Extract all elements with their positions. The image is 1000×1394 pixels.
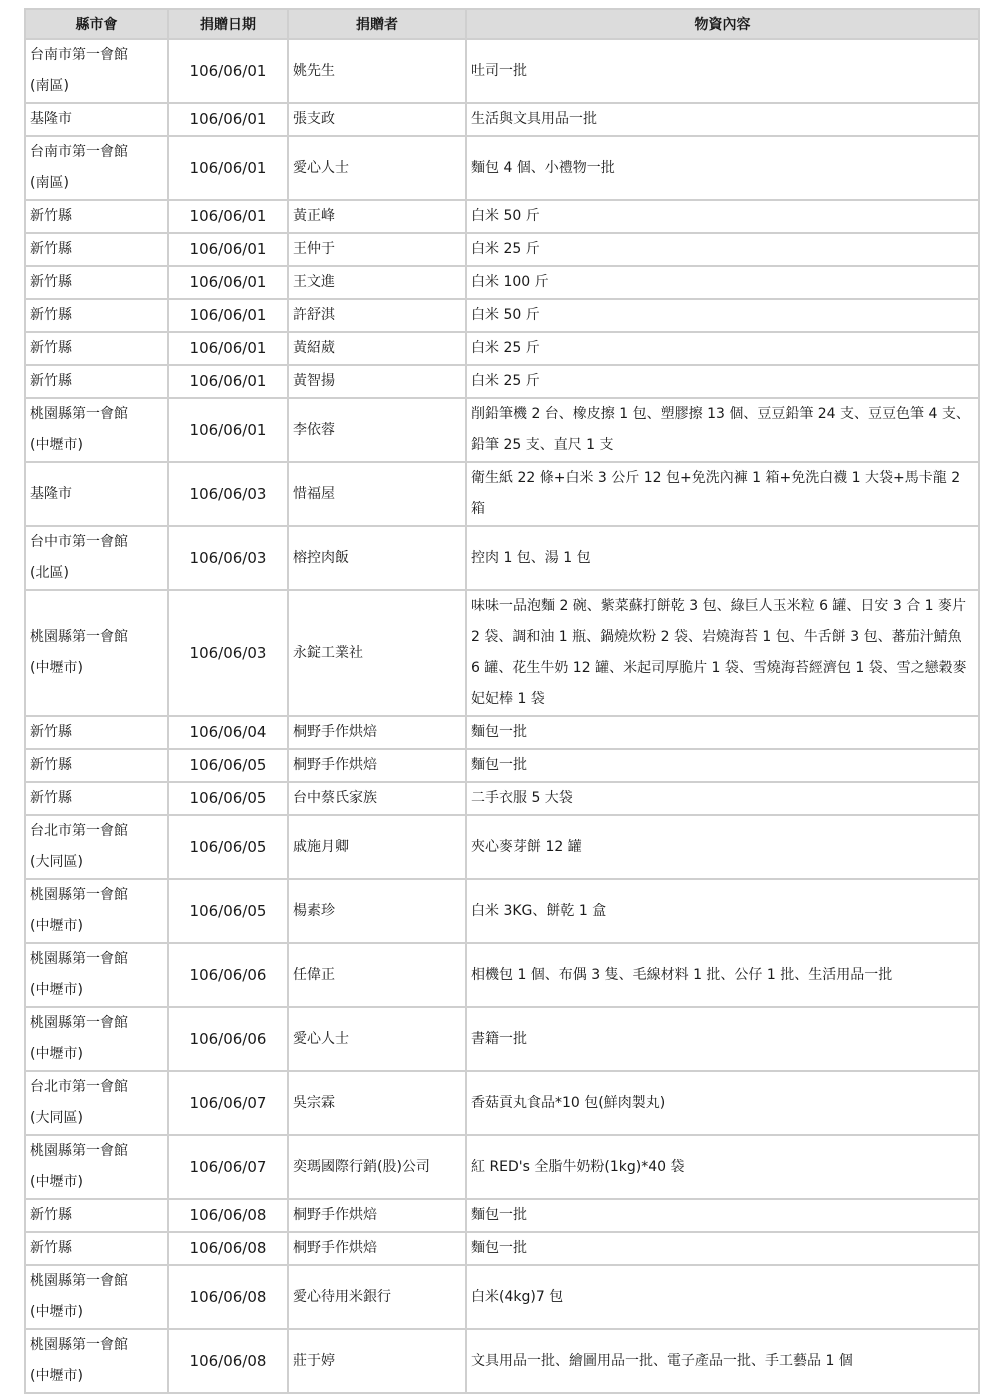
county-line: 桃園縣第一會館 (30, 1143, 128, 1159)
cell-items: 麵包一批 (466, 716, 979, 749)
cell-items: 麵包一批 (466, 749, 979, 782)
table-row (25, 526, 979, 590)
county-line: 桃園縣第一會館 (30, 1273, 128, 1289)
table-row (25, 590, 979, 716)
cell-date: 106/06/01 (168, 398, 288, 462)
cell-date: 106/06/01 (168, 103, 288, 136)
county-line: 新竹縣 (30, 373, 72, 389)
county-line: (中壢市) (30, 1174, 83, 1190)
county-line: 台北市第一會館 (30, 823, 128, 839)
table-row (25, 103, 979, 136)
table-row (25, 1071, 979, 1135)
cell-items: 白米 25 斤 (466, 332, 979, 365)
cell-donor: 黃正峰 (288, 200, 466, 233)
county-line: (大同區) (30, 1110, 83, 1126)
cell-donor: 姚先生 (288, 39, 466, 103)
county-line: 桃園縣第一會館 (30, 406, 128, 422)
cell-county (25, 233, 168, 266)
cell-items: 衛生紙 22 條+白米 3 公斤 12 包+免洗內褲 1 箱+免洗白襪 1 大袋+馬卡龍 2 箱 (466, 462, 979, 526)
cell-date: 106/06/01 (168, 200, 288, 233)
cell-date: 106/06/04 (168, 716, 288, 749)
county-line: 新竹縣 (30, 757, 72, 773)
county-line: (中壢市) (30, 982, 83, 998)
cell-items: 生活與文具用品一批 (466, 103, 979, 136)
county-line: 桃園縣第一會館 (30, 1015, 128, 1031)
cell-donor: 王仲于 (288, 233, 466, 266)
cell-county (25, 1329, 168, 1393)
cell-donor: 永錠工業社 (288, 590, 466, 716)
county-line: 台中市第一會館 (30, 534, 128, 550)
cell-donor: 愛心人士 (288, 1007, 466, 1071)
cell-items: 香菇貢丸食品*10 包(鮮肉製丸) (466, 1071, 979, 1135)
cell-county (25, 716, 168, 749)
cell-date: 106/06/01 (168, 365, 288, 398)
cell-donor: 任偉正 (288, 943, 466, 1007)
cell-date: 106/06/01 (168, 39, 288, 103)
cell-items: 麵包 4 個、小禮物一批 (466, 136, 979, 200)
table-row (25, 1007, 979, 1071)
cell-county (25, 365, 168, 398)
cell-date: 106/06/01 (168, 233, 288, 266)
table-row (25, 200, 979, 233)
cell-county (25, 299, 168, 332)
cell-county (25, 782, 168, 815)
cell-donor: 戚施月卿 (288, 815, 466, 879)
cell-items: 夾心麥芽餅 12 罐 (466, 815, 979, 879)
table-row (25, 1135, 979, 1199)
county-line: (北區) (30, 565, 69, 581)
table-row (25, 943, 979, 1007)
county-line: 新竹縣 (30, 790, 72, 806)
table-row (25, 879, 979, 943)
table-row (25, 299, 979, 332)
cell-county (25, 1199, 168, 1232)
table-row (25, 1199, 979, 1232)
header-date: 捐贈日期 (168, 9, 288, 39)
cell-county (25, 39, 168, 103)
county-line: 桃園縣第一會館 (30, 951, 128, 967)
table-row (25, 716, 979, 749)
table-body (25, 39, 979, 1393)
cell-donor: 王文進 (288, 266, 466, 299)
table-row (25, 266, 979, 299)
cell-county (25, 266, 168, 299)
county-line: 新竹縣 (30, 241, 72, 257)
cell-date: 106/06/01 (168, 332, 288, 365)
county-line: 新竹縣 (30, 1207, 72, 1223)
county-line: 桃園縣第一會館 (30, 1337, 128, 1353)
cell-donor: 李依蓉 (288, 398, 466, 462)
cell-date: 106/06/08 (168, 1232, 288, 1265)
header-items: 物資內容 (466, 9, 979, 39)
county-line: 台南市第一會館 (30, 144, 128, 160)
cell-county (25, 815, 168, 879)
table-row (25, 815, 979, 879)
cell-donor: 莊于婷 (288, 1329, 466, 1393)
cell-items: 白米 100 斤 (466, 266, 979, 299)
county-line: 台北市第一會館 (30, 1079, 128, 1095)
cell-items: 白米 25 斤 (466, 233, 979, 266)
cell-donor: 桐野手作烘焙 (288, 1232, 466, 1265)
cell-county (25, 332, 168, 365)
cell-county (25, 943, 168, 1007)
county-line: 新竹縣 (30, 1240, 72, 1256)
table-row (25, 233, 979, 266)
cell-county (25, 1265, 168, 1329)
cell-donor: 黃智揚 (288, 365, 466, 398)
cell-donor: 黃紹葳 (288, 332, 466, 365)
table-row (25, 39, 979, 103)
cell-donor: 台中蔡氏家族 (288, 782, 466, 815)
table-header-row (25, 9, 979, 39)
table-row (25, 332, 979, 365)
cell-items: 麵包一批 (466, 1232, 979, 1265)
cell-date: 106/06/01 (168, 266, 288, 299)
cell-items: 吐司一批 (466, 39, 979, 103)
table-row (25, 1329, 979, 1393)
cell-items: 控肉 1 包、湯 1 包 (466, 526, 979, 590)
cell-donor: 桐野手作烘焙 (288, 1199, 466, 1232)
cell-items: 味味一品泡麵 2 碗、紫菜蘇打餅乾 3 包、綠巨人玉米粒 6 罐、日安 3 合 1 麥片 2 袋、調和油 1 瓶、鍋燒炊粉 2 袋、岩燒海苔 1 包、牛舌餅 3 包、蕃茄汁鯖魚 6 罐、花生牛奶 12 罐、米起司厚脆片 1 袋、雪燒海苔經濟包 1 袋、雪之戀穀麥妃妃棒 1 袋 (466, 590, 979, 716)
cell-county (25, 590, 168, 716)
cell-date: 106/06/07 (168, 1135, 288, 1199)
cell-items: 白米(4kg)7 包 (466, 1265, 979, 1329)
county-line: (中壢市) (30, 437, 83, 453)
cell-county (25, 200, 168, 233)
cell-items: 書籍一批 (466, 1007, 979, 1071)
cell-date: 106/06/05 (168, 879, 288, 943)
county-line: 新竹縣 (30, 208, 72, 224)
cell-donor: 愛心人士 (288, 136, 466, 200)
cell-date: 106/06/08 (168, 1265, 288, 1329)
cell-donor: 榕控肉飯 (288, 526, 466, 590)
cell-items: 相機包 1 個、布偶 3 隻、毛線材料 1 批、公仔 1 批、生活用品一批 (466, 943, 979, 1007)
cell-donor: 惜福屋 (288, 462, 466, 526)
county-line: (中壢市) (30, 1046, 83, 1062)
cell-donor: 愛心待用米銀行 (288, 1265, 466, 1329)
cell-donor: 楊素珍 (288, 879, 466, 943)
header-donor: 捐贈者 (288, 9, 466, 39)
cell-date: 106/06/06 (168, 943, 288, 1007)
cell-date: 106/06/08 (168, 1329, 288, 1393)
county-line: 新竹縣 (30, 724, 72, 740)
header-county: 縣市會 (25, 9, 168, 39)
county-line: 基隆市 (30, 485, 72, 502)
cell-date: 106/06/05 (168, 749, 288, 782)
cell-county (25, 462, 168, 526)
cell-donor: 桐野手作烘焙 (288, 749, 466, 782)
cell-date: 106/06/05 (168, 815, 288, 879)
cell-donor: 桐野手作烘焙 (288, 716, 466, 749)
table-row (25, 1265, 979, 1329)
county-line: 台南市第一會館 (30, 47, 128, 63)
cell-items: 削鉛筆機 2 台、橡皮擦 1 包、塑膠擦 13 個、豆豆鉛筆 24 支、豆豆色筆 4 支、鉛筆 25 支、直尺 1 支 (466, 398, 979, 462)
table-row (25, 749, 979, 782)
table-row (25, 398, 979, 462)
county-line: 新竹縣 (30, 340, 72, 356)
cell-date: 106/06/05 (168, 782, 288, 815)
donation-table (24, 8, 980, 1394)
cell-county (25, 1135, 168, 1199)
cell-items: 白米 50 斤 (466, 299, 979, 332)
cell-date: 106/06/06 (168, 1007, 288, 1071)
cell-items: 文具用品一批、繪圖用品一批、電子產品一批、手工藝品 1 個 (466, 1329, 979, 1393)
county-line: (中壢市) (30, 660, 83, 676)
cell-date: 106/06/08 (168, 1199, 288, 1232)
county-line: (中壢市) (30, 1368, 83, 1384)
cell-date: 106/06/07 (168, 1071, 288, 1135)
county-line: 新竹縣 (30, 307, 72, 323)
table-row (25, 1232, 979, 1265)
cell-county (25, 398, 168, 462)
cell-date: 106/06/01 (168, 136, 288, 200)
cell-date: 106/06/03 (168, 526, 288, 590)
cell-county (25, 879, 168, 943)
cell-date: 106/06/01 (168, 299, 288, 332)
cell-county (25, 1232, 168, 1265)
cell-county (25, 1007, 168, 1071)
county-line: (南區) (30, 78, 69, 94)
cell-items: 白米 3KG、餅乾 1 盒 (466, 879, 979, 943)
county-line: 基隆市 (30, 111, 72, 127)
cell-county (25, 1071, 168, 1135)
table-row (25, 462, 979, 526)
cell-county (25, 103, 168, 136)
county-line: 新竹縣 (30, 274, 72, 290)
county-line: 桃園縣第一會館 (30, 629, 128, 645)
county-line: 桃園縣第一會館 (30, 887, 128, 903)
cell-date: 106/06/03 (168, 590, 288, 716)
cell-donor: 奕瑪國際行銷(股)公司 (288, 1135, 466, 1199)
cell-items: 紅 RED's 全脂牛奶粉(1kg)*40 袋 (466, 1135, 979, 1199)
cell-donor: 吳宗霖 (288, 1071, 466, 1135)
cell-donor: 許舒淇 (288, 299, 466, 332)
cell-county (25, 136, 168, 200)
cell-items: 二手衣服 5 大袋 (466, 782, 979, 815)
cell-items: 白米 50 斤 (466, 200, 979, 233)
cell-county (25, 749, 168, 782)
donation-table-container (24, 8, 978, 1394)
county-line: (中壢市) (30, 1304, 83, 1320)
county-line: (大同區) (30, 854, 83, 870)
county-line: (南區) (30, 175, 69, 191)
cell-items: 麵包一批 (466, 1199, 979, 1232)
table-row (25, 782, 979, 815)
cell-date: 106/06/03 (168, 462, 288, 526)
county-line: (中壢市) (30, 918, 83, 934)
cell-county (25, 526, 168, 590)
cell-items: 白米 25 斤 (466, 365, 979, 398)
table-row (25, 136, 979, 200)
cell-donor: 張支政 (288, 103, 466, 136)
table-row (25, 365, 979, 398)
